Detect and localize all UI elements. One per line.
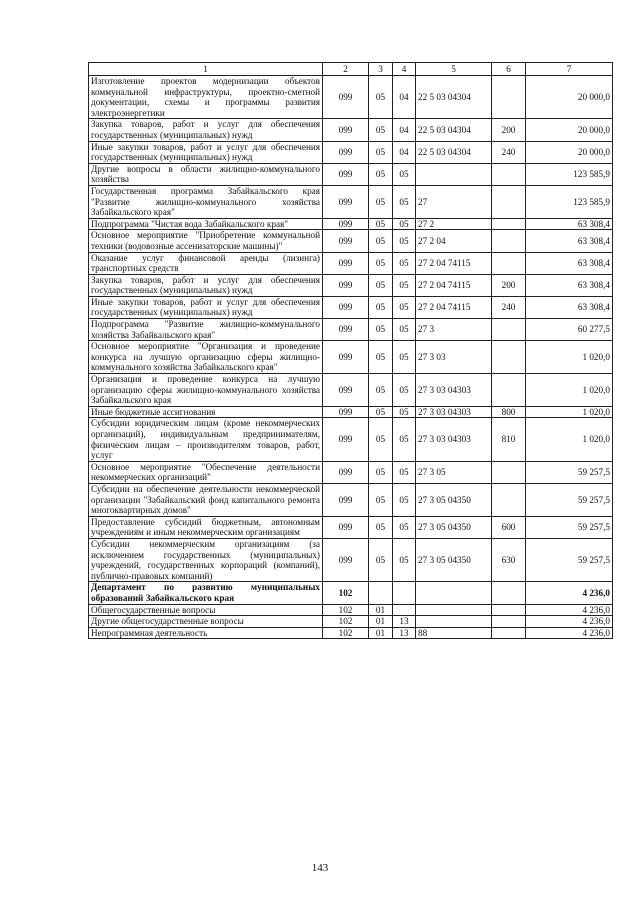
cell-amount: 63 308,4 bbox=[526, 230, 613, 252]
header-col-1: 1 bbox=[89, 63, 323, 76]
cell-target-article: 88 bbox=[416, 627, 492, 639]
cell-amount: 4 236,0 bbox=[526, 582, 613, 604]
cell-amount: 63 308,4 bbox=[526, 252, 613, 274]
table-row bbox=[89, 319, 613, 341]
cell-subsection: 05 bbox=[393, 274, 416, 296]
table-row bbox=[89, 461, 613, 483]
cell-amount: 60 277,5 bbox=[526, 319, 613, 341]
cell-name: Основное мероприятие "Организация и проведение конкурса на лучшую организацию сферы жилищно-коммунального хозяйства Забайкальского края" bbox=[89, 341, 323, 374]
cell-ved: 099 bbox=[323, 483, 369, 516]
cell-amount: 63 308,4 bbox=[526, 296, 613, 318]
cell-ved: 099 bbox=[323, 119, 369, 141]
table-row bbox=[89, 252, 613, 274]
cell-name: Подпрограмма "Чистая вода Забайкальского края" bbox=[89, 218, 323, 230]
cell-ved: 099 bbox=[323, 163, 369, 185]
cell-name: Иные бюджетные ассигнования bbox=[89, 406, 323, 418]
cell-target-article: 22 5 03 04304 bbox=[416, 76, 492, 119]
cell-expense-type bbox=[492, 218, 526, 230]
cell-target-article: 27 3 03 04303 bbox=[416, 418, 492, 461]
cell-section: 05 bbox=[369, 274, 393, 296]
cell-amount: 59 257,5 bbox=[526, 538, 613, 581]
cell-ved: 099 bbox=[323, 218, 369, 230]
cell-amount: 4 236,0 bbox=[526, 604, 613, 616]
cell-section: 05 bbox=[369, 319, 393, 341]
page-number: 143 bbox=[311, 862, 329, 874]
cell-amount: 59 257,5 bbox=[526, 516, 613, 538]
cell-name: Подпрограмма "Развитие жилищно-коммунального хозяйства Забайкальского края" bbox=[89, 319, 323, 341]
cell-subsection: 05 bbox=[393, 296, 416, 318]
cell-section: 05 bbox=[369, 252, 393, 274]
cell-amount: 1 020,0 bbox=[526, 374, 613, 407]
cell-subsection: 13 bbox=[393, 627, 416, 639]
cell-amount: 59 257,5 bbox=[526, 461, 613, 483]
cell-expense-type: 240 bbox=[492, 141, 526, 163]
cell-target-article: 27 3 05 bbox=[416, 461, 492, 483]
cell-ved: 099 bbox=[323, 374, 369, 407]
table-row bbox=[89, 406, 613, 418]
cell-section: 05 bbox=[369, 141, 393, 163]
table-row bbox=[89, 185, 613, 218]
cell-subsection: 05 bbox=[393, 252, 416, 274]
table-row bbox=[89, 627, 613, 639]
cell-target-article: 27 3 05 04350 bbox=[416, 483, 492, 516]
cell-subsection: 04 bbox=[393, 76, 416, 119]
cell-subsection: 05 bbox=[393, 461, 416, 483]
cell-section: 05 bbox=[369, 185, 393, 218]
table-row bbox=[89, 341, 613, 374]
cell-name: Другие общегосударственные вопросы bbox=[89, 616, 323, 628]
cell-section bbox=[369, 582, 393, 604]
cell-expense-type bbox=[492, 319, 526, 341]
cell-section: 01 bbox=[369, 604, 393, 616]
cell-amount: 123 585,9 bbox=[526, 185, 613, 218]
cell-expense-type bbox=[492, 483, 526, 516]
cell-target-article: 22 5 03 04304 bbox=[416, 119, 492, 141]
cell-subsection: 05 bbox=[393, 230, 416, 252]
cell-expense-type: 200 bbox=[492, 119, 526, 141]
table-header-row bbox=[89, 63, 613, 76]
cell-name: Субсидии некоммерческим организациям (за исключением государственных (муниципальных) учреждений, государственных корпораций (компаний), публично-правовых компаний) bbox=[89, 538, 323, 581]
cell-expense-type bbox=[492, 604, 526, 616]
table-row bbox=[89, 76, 613, 119]
cell-target-article: 27 2 04 74115 bbox=[416, 274, 492, 296]
cell-expense-type: 240 bbox=[492, 296, 526, 318]
table-row bbox=[89, 516, 613, 538]
cell-expense-type: 600 bbox=[492, 516, 526, 538]
cell-section: 05 bbox=[369, 76, 393, 119]
cell-ved: 099 bbox=[323, 538, 369, 581]
cell-amount: 1 020,0 bbox=[526, 418, 613, 461]
cell-expense-type bbox=[492, 230, 526, 252]
cell-amount: 59 257,5 bbox=[526, 483, 613, 516]
cell-target-article bbox=[416, 604, 492, 616]
cell-name: Субсидии на обеспечение деятельности некоммерческой организации "Забайкальский фонд капитального ремонта многоквартирных домов" bbox=[89, 483, 323, 516]
cell-section: 01 bbox=[369, 616, 393, 628]
cell-name: Общегосударственные вопросы bbox=[89, 604, 323, 616]
cell-section: 05 bbox=[369, 406, 393, 418]
cell-target-article: 27 3 03 bbox=[416, 341, 492, 374]
cell-target-article: 27 2 bbox=[416, 218, 492, 230]
cell-expense-type: 200 bbox=[492, 274, 526, 296]
cell-target-article bbox=[416, 616, 492, 628]
cell-subsection: 05 bbox=[393, 185, 416, 218]
cell-expense-type bbox=[492, 582, 526, 604]
cell-amount: 20 000,0 bbox=[526, 76, 613, 119]
cell-subsection: 05 bbox=[393, 418, 416, 461]
table-row bbox=[89, 483, 613, 516]
cell-name: Государственная программа Забайкальского края "Развитие жилищно-коммунального хозяйства Забайкальского края" bbox=[89, 185, 323, 218]
cell-target-article: 27 3 bbox=[416, 319, 492, 341]
cell-expense-type: 800 bbox=[492, 406, 526, 418]
cell-subsection: 04 bbox=[393, 141, 416, 163]
table-row bbox=[89, 163, 613, 185]
cell-amount: 4 236,0 bbox=[526, 627, 613, 639]
cell-ved: 099 bbox=[323, 418, 369, 461]
cell-name: Другие вопросы в области жилищно-коммунального хозяйства bbox=[89, 163, 323, 185]
cell-amount: 63 308,4 bbox=[526, 218, 613, 230]
cell-name: Основное мероприятие "Обеспечение деятельности некоммерческих организаций" bbox=[89, 461, 323, 483]
cell-name: Субсидии юридическим лицам (кроме некоммерческих организаций), индивидуальным предпринимателям, физическим лицам – производителям товаров, работ, услуг bbox=[89, 418, 323, 461]
cell-ved: 099 bbox=[323, 141, 369, 163]
cell-subsection: 05 bbox=[393, 341, 416, 374]
cell-amount: 123 585,9 bbox=[526, 163, 613, 185]
table-row bbox=[89, 604, 613, 616]
cell-ved: 099 bbox=[323, 230, 369, 252]
budget-table bbox=[88, 62, 613, 639]
cell-subsection: 05 bbox=[393, 319, 416, 341]
cell-amount: 1 020,0 bbox=[526, 406, 613, 418]
cell-name: Департамент по развитию муниципальных образований Забайкальского края bbox=[89, 582, 323, 604]
cell-ved: 099 bbox=[323, 516, 369, 538]
cell-ved: 102 bbox=[323, 582, 369, 604]
cell-subsection: 05 bbox=[393, 483, 416, 516]
cell-target-article: 27 3 05 04350 bbox=[416, 516, 492, 538]
cell-name: Непрограммная деятельность bbox=[89, 627, 323, 639]
header-col-4: 4 bbox=[393, 63, 416, 76]
cell-ved: 099 bbox=[323, 319, 369, 341]
cell-ved: 102 bbox=[323, 616, 369, 628]
cell-expense-type bbox=[492, 616, 526, 628]
cell-subsection: 05 bbox=[393, 218, 416, 230]
cell-section: 05 bbox=[369, 516, 393, 538]
cell-ved: 099 bbox=[323, 274, 369, 296]
cell-subsection bbox=[393, 604, 416, 616]
cell-name: Организация и проведение конкурса на лучшую организацию сферы жилищно-коммунального хозяйства Забайкальского края bbox=[89, 374, 323, 407]
cell-section: 05 bbox=[369, 296, 393, 318]
cell-ved: 102 bbox=[323, 627, 369, 639]
cell-ved: 099 bbox=[323, 341, 369, 374]
cell-target-article bbox=[416, 582, 492, 604]
cell-name: Закупка товаров, работ и услуг для обеспечения государственных (муниципальных) нужд bbox=[89, 119, 323, 141]
cell-subsection: 05 bbox=[393, 538, 416, 581]
cell-section: 05 bbox=[369, 341, 393, 374]
cell-subsection: 04 bbox=[393, 119, 416, 141]
table-row bbox=[89, 119, 613, 141]
cell-amount: 4 236,0 bbox=[526, 616, 613, 628]
cell-name: Оказание услуг финансовой аренды (лизинга) транспортных средств bbox=[89, 252, 323, 274]
cell-ved: 102 bbox=[323, 604, 369, 616]
table-row bbox=[89, 582, 613, 604]
cell-expense-type bbox=[492, 461, 526, 483]
header-col-5: 5 bbox=[416, 63, 492, 76]
cell-amount: 20 000,0 bbox=[526, 141, 613, 163]
cell-expense-type bbox=[492, 185, 526, 218]
cell-section: 05 bbox=[369, 119, 393, 141]
cell-ved: 099 bbox=[323, 461, 369, 483]
cell-subsection: 05 bbox=[393, 374, 416, 407]
cell-section: 05 bbox=[369, 483, 393, 516]
cell-section: 05 bbox=[369, 461, 393, 483]
table-row bbox=[89, 418, 613, 461]
cell-name: Изготовление проектов модернизации объектов коммунальной инфраструктуры, проектно-сметной документации, схемы и программы развития электроэнергетики bbox=[89, 76, 323, 119]
cell-expense-type bbox=[492, 163, 526, 185]
header-col-6: 6 bbox=[492, 63, 526, 76]
cell-subsection: 05 bbox=[393, 406, 416, 418]
cell-ved: 099 bbox=[323, 406, 369, 418]
cell-target-article: 27 3 03 04303 bbox=[416, 374, 492, 407]
cell-expense-type bbox=[492, 374, 526, 407]
cell-amount: 20 000,0 bbox=[526, 119, 613, 141]
cell-amount: 1 020,0 bbox=[526, 341, 613, 374]
cell-ved: 099 bbox=[323, 185, 369, 218]
cell-subsection: 05 bbox=[393, 163, 416, 185]
cell-expense-type bbox=[492, 76, 526, 119]
cell-ved: 099 bbox=[323, 296, 369, 318]
cell-target-article: 27 bbox=[416, 185, 492, 218]
cell-expense-type: 630 bbox=[492, 538, 526, 581]
cell-section: 05 bbox=[369, 374, 393, 407]
cell-expense-type bbox=[492, 341, 526, 374]
cell-amount: 63 308,4 bbox=[526, 274, 613, 296]
table-row bbox=[89, 230, 613, 252]
cell-expense-type: 810 bbox=[492, 418, 526, 461]
cell-section: 01 bbox=[369, 627, 393, 639]
table-row bbox=[89, 274, 613, 296]
cell-section: 05 bbox=[369, 163, 393, 185]
cell-name: Закупка товаров, работ и услуг для обеспечения государственных (муниципальных) нужд bbox=[89, 274, 323, 296]
cell-name: Основное мероприятие "Приобретение коммунальной техники (водовозные ассенизаторские машины)" bbox=[89, 230, 323, 252]
cell-target-article: 27 2 04 74115 bbox=[416, 252, 492, 274]
table-row bbox=[89, 296, 613, 318]
cell-ved: 099 bbox=[323, 76, 369, 119]
table-row bbox=[89, 218, 613, 230]
table-row bbox=[89, 616, 613, 628]
cell-target-article bbox=[416, 163, 492, 185]
cell-section: 05 bbox=[369, 538, 393, 581]
header-col-3: 3 bbox=[369, 63, 393, 76]
cell-expense-type bbox=[492, 252, 526, 274]
cell-target-article: 27 3 03 04303 bbox=[416, 406, 492, 418]
cell-name: Предоставление субсидий бюджетным, автономным учреждениям и иным некоммерческим организациям bbox=[89, 516, 323, 538]
table-row bbox=[89, 141, 613, 163]
table-body bbox=[89, 76, 613, 639]
cell-name: Иные закупки товаров, работ и услуг для обеспечения государственных (муниципальных) нужд bbox=[89, 296, 323, 318]
cell-target-article: 27 3 05 04350 bbox=[416, 538, 492, 581]
cell-section: 05 bbox=[369, 418, 393, 461]
cell-subsection: 05 bbox=[393, 516, 416, 538]
cell-target-article: 27 2 04 74115 bbox=[416, 296, 492, 318]
cell-ved: 099 bbox=[323, 252, 369, 274]
table-row bbox=[89, 374, 613, 407]
cell-target-article: 27 2 04 bbox=[416, 230, 492, 252]
cell-name: Иные закупки товаров, работ и услуг для обеспечения государственных (муниципальных) нужд bbox=[89, 141, 323, 163]
table-row bbox=[89, 538, 613, 581]
cell-subsection bbox=[393, 582, 416, 604]
cell-subsection: 13 bbox=[393, 616, 416, 628]
header-col-2: 2 bbox=[323, 63, 369, 76]
header-col-7: 7 bbox=[526, 63, 613, 76]
cell-section: 05 bbox=[369, 218, 393, 230]
cell-target-article: 22 5 03 04304 bbox=[416, 141, 492, 163]
cell-section: 05 bbox=[369, 230, 393, 252]
cell-expense-type bbox=[492, 627, 526, 639]
